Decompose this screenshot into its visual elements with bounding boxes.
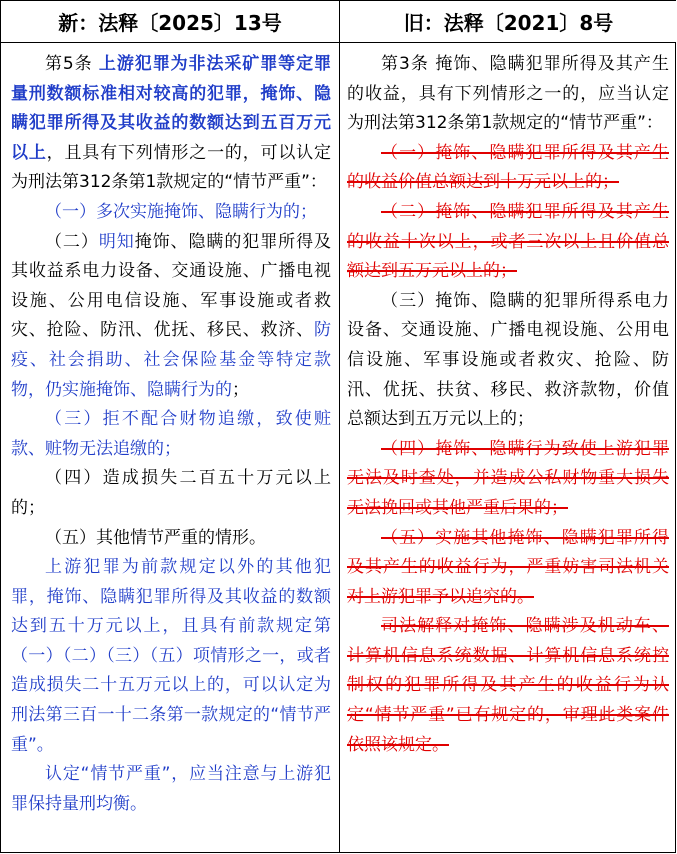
old-item-3: （三）掩饰、隐瞒的犯罪所得系电力设备、交通设施、广播电视设施、公用电信设施、军事设施或者救灾、抢险、防汛、优抚、扶贫、移民、救济款物，价值总额达到五万元以上的；	[347, 290, 669, 430]
new-item-2	[11, 228, 331, 406]
new-item-5: （五）其他情节严重的情形。	[45, 527, 266, 548]
new-article-paragraph	[11, 50, 331, 198]
new-item-2-body: 掩饰、隐瞒的犯罪所得及其收益系电力设备、交通设施、广播电视设施、公用电信设施、军事设施或者救灾、抢险、防汛、优抚、移民、救济、	[11, 231, 332, 341]
new-item-2-added: 明知	[98, 231, 135, 252]
new-article-number: 第5条	[45, 54, 99, 74]
old-item-1-deleted: （一）掩饰、隐瞒犯罪所得及其产生的收益价值总额达到十万元以上的；	[347, 142, 669, 193]
old-item-5-deleted: （五）实施其他掩饰、隐瞒犯罪所得及其产生的收益行为，严重妨害司法机关对上游犯罪予以追究的。	[347, 527, 669, 607]
old-article-paragraph: 第3条 掩饰、隐瞒犯罪所得及其产生的收益，具有下列情形之一的，应当认定为刑法第312条第1款规定的“情节严重”：	[347, 54, 669, 134]
new-item-2-end: ；	[232, 379, 249, 400]
old-column-header: 旧：法释〔2021〕8号	[340, 1, 677, 42]
new-item-4: （四）造成损失二百五十万元以上的；	[11, 468, 331, 518]
new-item-3: （三）拒不配合财物追缴，致使赃款、赃物无法追缴的；	[11, 409, 331, 459]
new-column-header: 新：法释〔2025〕13号	[1, 1, 339, 42]
new-paragraph-3: 认定“情节严重”，应当注意与上游犯罪保持量刑均衡。	[11, 764, 331, 814]
old-paragraph-2-deleted: 司法解释对掩饰、隐瞒涉及机动车、计算机信息系统数据、计算机信息系统控制权的犯罪所得及其产生的收益行为认定“情节严重”已有规定的，审理此类案件依照该规定。	[347, 616, 669, 755]
old-item-2-deleted: （二）掩饰、隐瞒犯罪所得及其产生的收益十次以上，或者三次以上且价值总额达到五万元以上的；	[347, 201, 669, 282]
new-item-2-num: （二）	[45, 231, 99, 252]
new-item-2-added-tail: 防疫、社会捐助、社会保险基金等特定款物，仍实施掩饰、隐瞒行为的	[11, 320, 331, 400]
new-paragraph-2: 上游犯罪为前款规定以外的其他犯罪，掩饰、隐瞒犯罪所得及其收益的数额达到五十万元以上，且具有前款规定第（一）（二）（三）（五）项情形之一，或者造成损失二十五万元以上的，可以认定为刑法第三百一十二条第一款规定的“情节严重”。	[11, 557, 331, 755]
old-interpretation-column	[347, 43, 669, 760]
column-divider	[339, 1, 340, 852]
new-article-suffix: ，且具有下列情形之一的，可以认定为刑法第312条第1款规定的“情节严重”：	[11, 142, 332, 193]
old-item-4-deleted: （四）掩饰、隐瞒行为致使上游犯罪无法及时查处，并造成公私财物重大损失无法挽回或其他严重后果的；	[347, 438, 669, 518]
new-item-1: （一）多次实施掩饰、隐瞒行为的；	[45, 201, 317, 222]
new-interpretation-column	[11, 43, 331, 819]
new-added-threshold: 上游犯罪为非法采矿罪等定罪量刑数额标准相对较高的犯罪，掩饰、隐瞒犯罪所得及其收益的数额达到五百万元以上	[11, 54, 331, 163]
